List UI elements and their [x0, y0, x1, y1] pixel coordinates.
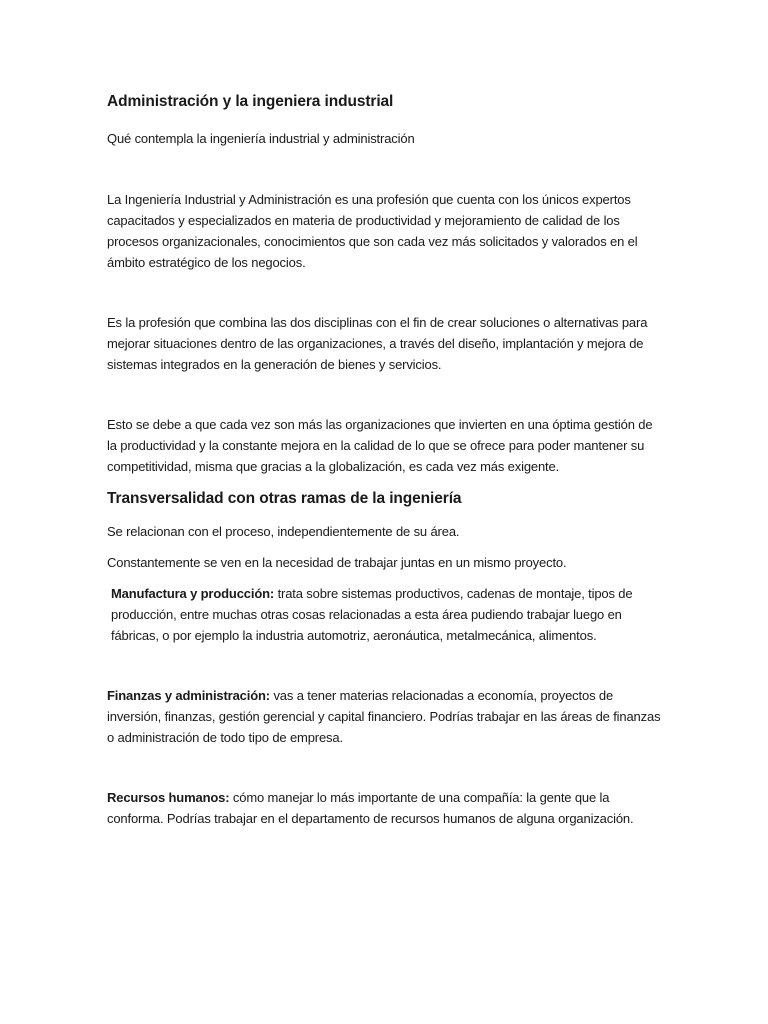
area-label: Finanzas y administración: [107, 688, 270, 703]
intro-paragraph: Esto se debe a que cada vez son más las organizaciones que invierten en una óptima gestión de la productividad y la constante mejora en la calidad de lo que se ofrece para poder mantener su competitividad, misma que gracias a la globalización, es cada vez más exigente. [107, 417, 653, 474]
area-paragraph [107, 787, 663, 829]
section-line: Constantemente se ven en la necesidad de trabajar juntas en un mismo proyecto. [107, 555, 567, 570]
document-title: Administración y la ingeniera industrial [107, 93, 394, 110]
area-paragraph [107, 583, 663, 646]
area-text: cómo manejar lo más importante de una compañía: la gente que la conforma. Podrías trabajar en el departamento de recursos humanos de alguna organización. [107, 790, 634, 826]
intro-paragraph: Es la profesión que combina las dos disciplinas con el fin de crear soluciones o alternativas para mejorar situaciones dentro de las organizaciones, a través del diseño, implantación y mejora de sistemas integrados en la generación de bienes y servicios. [107, 315, 648, 372]
area-label: Recursos humanos: [107, 790, 230, 805]
section-line: Se relacionan con el proceso, independientemente de su área. [107, 524, 460, 539]
section-heading: Transversalidad con otras ramas de la ingeniería [107, 490, 462, 507]
area-label: Manufactura y producción: [111, 586, 275, 601]
area-text: trata sobre sistemas productivos, cadenas de montaje, tipos de producción, entre muchas otras cosas relacionadas a esta área pudiendo trabajar luego en fábricas, o por ejemplo la industria automotriz, aeronáutica, metalmecánica, alimentos. [111, 586, 633, 643]
document-page [107, 90, 663, 829]
area-paragraph [107, 685, 663, 748]
area-text: vas a tener materias relacionadas a economía, proyectos de inversión, finanzas, gestión gerencial y capital financiero. Podrías trabajar en las áreas de finanzas o administración de todo tipo de empresa. [107, 688, 661, 745]
document-subtitle: Qué contempla la ingeniería industrial y administración [107, 131, 415, 146]
intro-paragraph: La Ingeniería Industrial y Administración es una profesión que cuenta con los únicos expertos capacitados y especializados en materia de productividad y mejoramiento de calidad de los procesos organizacionales, conocimientos que son cada vez más solicitados y valorados en el ámbito estratégico de los negocios. [107, 192, 638, 270]
